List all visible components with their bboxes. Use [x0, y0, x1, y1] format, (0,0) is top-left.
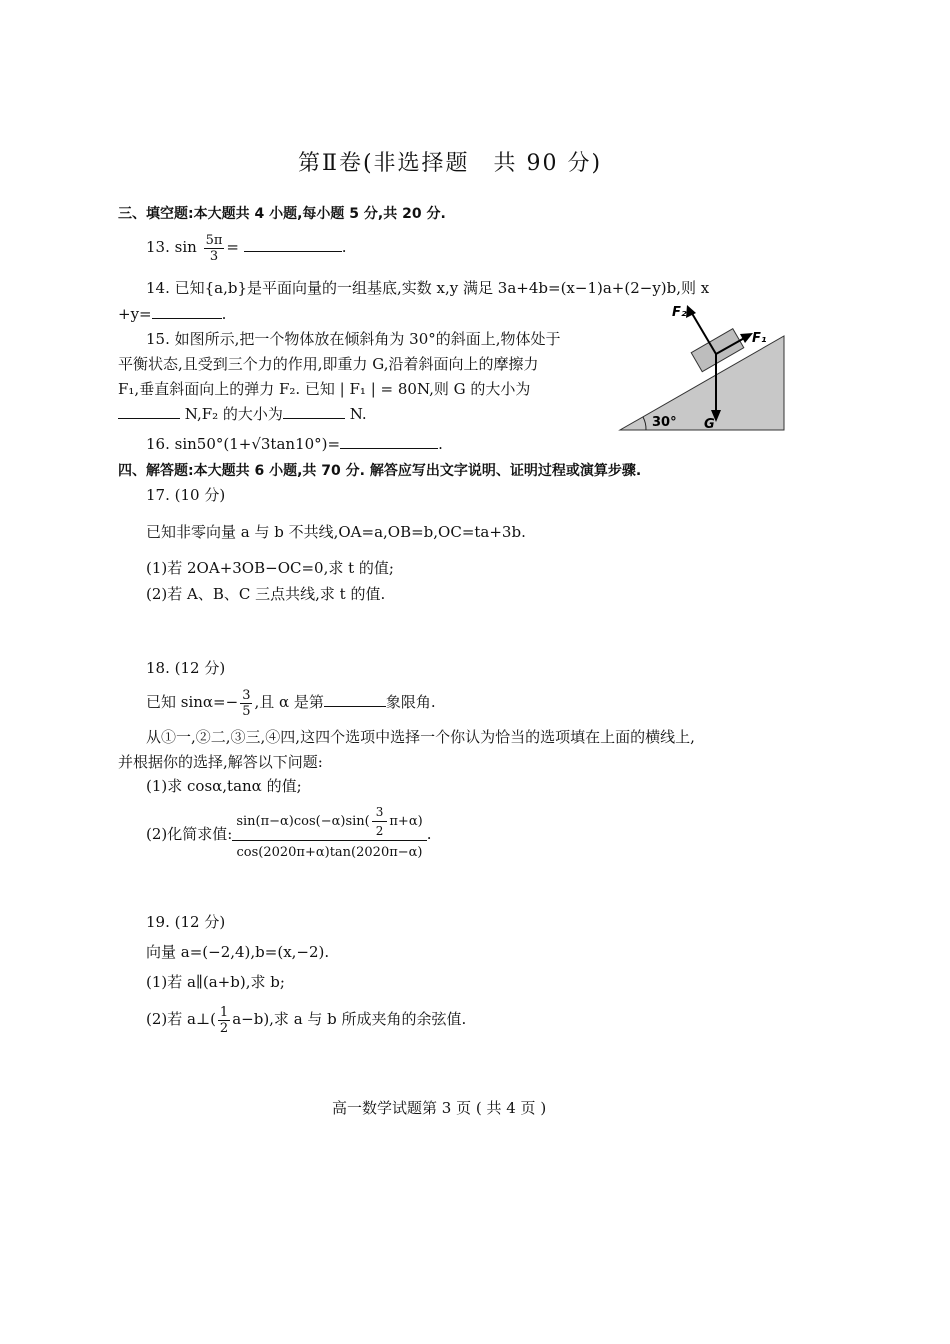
- question-18-choice-line2: 并根据你的选择,解答以下问题:: [118, 753, 323, 771]
- question-18-choice-line1: 从①一,②二,③三,④四,这四个选项中选择一个你认为恰当的选项填在上面的横线上,: [146, 728, 695, 746]
- question-14-line2: [118, 304, 226, 324]
- q14-line2-end: .: [221, 305, 227, 323]
- q13-end: .: [341, 238, 347, 256]
- q19-frac-den: 2: [219, 1020, 229, 1036]
- q19-frac-num: 1: [219, 1004, 229, 1020]
- question-18-part2: [146, 806, 431, 862]
- q18-expression-denominator: cos(2020π+α)tan(2020π−α): [236, 845, 423, 860]
- q18-frac-num: 3: [242, 687, 251, 703]
- q18-stem-mid: ,且 α 是第: [254, 693, 324, 711]
- q18-stem-fraction: [240, 688, 252, 719]
- question-17-part2: (2)若 A、B、C 三点共线,求 t 的值.: [146, 585, 386, 603]
- q18-part2-end: .: [426, 825, 432, 843]
- q16-end: .: [438, 435, 443, 453]
- question-16: [146, 434, 443, 454]
- q13-frac-den: 3: [209, 248, 219, 264]
- question-17-stem: 已知非零向量 a 与 b 不共线,OA=a,OB=b,OC=ta+3b.: [146, 523, 526, 541]
- question-19-part1: (1)若 a∥(a+b),求 b;: [146, 973, 285, 991]
- question-15-line4: [118, 404, 367, 424]
- question-15-line3: F₁,垂直斜面向上的弹力 F₂. 已知 | F₁ | = 80N,则 G 的大小为: [118, 380, 531, 398]
- q18-part2-prefix: (2)化简求值:: [146, 825, 233, 843]
- q15-line4-end: N.: [349, 405, 367, 423]
- q18-expression-numerator: [232, 806, 426, 841]
- label-f1: F₁: [752, 331, 767, 346]
- q18-num-frac-num: 3: [372, 806, 388, 822]
- q15-line4-mid: N,F₂ 的大小为: [184, 405, 283, 423]
- question-18-stem: [146, 686, 436, 719]
- label-g: G: [704, 417, 715, 432]
- inclined-plane-figure: [612, 296, 792, 436]
- question-15-line2: 平衡状态,且受到三个力的作用,即重力 G,沿着斜面向上的摩擦力: [118, 355, 539, 373]
- label-f2: F₂: [672, 305, 687, 320]
- question-18-part1: (1)求 cosα,tanα 的值;: [146, 777, 302, 795]
- q16-answer-blank[interactable]: [340, 434, 438, 449]
- page-title: 第Ⅱ卷(非选择题 共 90 分): [298, 151, 603, 176]
- section-heading-solutions: 四、解答题:本大题共 6 小题,共 70 分. 解答应写出文字说明、证明过程或演算步骤.: [118, 463, 642, 479]
- question-17-title: 17. (10 分): [146, 486, 226, 504]
- q13-fraction: [204, 233, 225, 264]
- question-13: [146, 232, 347, 264]
- q18-quadrant-blank[interactable]: [324, 692, 386, 707]
- q18-frac-den: 5: [242, 703, 251, 719]
- q16-text: 16. sin50°(1+√3tan10°)=: [146, 435, 341, 453]
- q18-expression: [232, 806, 426, 862]
- page-footer: 高一数学试题第 3 页 ( 共 4 页 ): [332, 1099, 547, 1117]
- q13-answer-blank[interactable]: [244, 237, 342, 252]
- q13-frac-num: 5π: [205, 232, 223, 248]
- q18-stem-prefix: 已知 sinα=−: [146, 693, 239, 711]
- q14-answer-blank[interactable]: [152, 304, 222, 319]
- q18-num-a: sin(π−α)cos(−α)sin(: [236, 814, 370, 829]
- question-19-part2: [146, 1003, 466, 1036]
- q19-part2-prefix: (2)若 a⊥(: [146, 1010, 216, 1028]
- q19-part2-rest: a−b),求 a 与 b 所成夹角的余弦值.: [232, 1010, 467, 1028]
- q18-num-b: π+α): [389, 814, 423, 829]
- question-14-line1: 14. 已知{a,b}是平面向量的一组基底,实数 x,y 满足 3a+4b=(x−1)a+(2−y)b,则 x: [146, 279, 710, 297]
- q15-answer-blank-g[interactable]: [118, 404, 180, 419]
- q18-num-frac-den: 2: [375, 824, 384, 838]
- q19-fraction: [218, 1005, 230, 1036]
- q13-eq: =: [226, 238, 239, 256]
- q15-answer-blank-f2[interactable]: [283, 404, 345, 419]
- question-17-part1: (1)若 2OA+3OB−OC=0,求 t 的值;: [146, 559, 394, 577]
- q14-line2-prefix: +y=: [118, 305, 152, 323]
- q13-prefix: 13. sin: [146, 238, 197, 256]
- question-15-line1: 15. 如图所示,把一个物体放在倾斜角为 30°的斜面上,物体处于: [146, 330, 561, 348]
- question-19-stem: 向量 a=(−2,4),b=(x,−2).: [146, 943, 330, 961]
- q18-num-fraction: [372, 806, 388, 838]
- section-heading-fill-in: 三、填空题:本大题共 4 小题,每小题 5 分,共 20 分.: [118, 206, 446, 222]
- question-19-title: 19. (12 分): [146, 913, 226, 931]
- label-angle: 30°: [652, 415, 677, 430]
- question-18-title: 18. (12 分): [146, 659, 226, 677]
- q18-stem-end: 象限角.: [385, 693, 436, 711]
